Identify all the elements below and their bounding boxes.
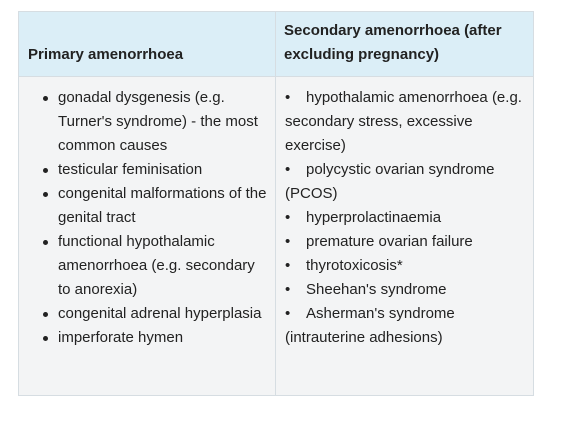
list-item: congenital malformations of the genital tract [58,182,267,230]
list-item [284,206,525,230]
list-item [284,230,525,254]
bullet-glyph: • [285,161,291,178]
list-item-text: polycystic ovarian syndrome (PCOS) [285,161,495,202]
list-item-text: premature ovarian failure [306,233,473,250]
bullet-glyph: • [285,281,291,298]
amenorrhoea-table [18,11,534,396]
header-primary-amenorrhoea: Primary amenorrhoea [19,12,276,77]
primary-causes-list [27,86,267,350]
list-item: functional hypothalamic amenorrhoea (e.g. secondary to anorexia) [58,230,267,302]
list-item [284,302,525,350]
list-item [284,278,525,302]
list-item [284,254,525,278]
list-item [284,86,525,158]
list-item: testicular feminisation [58,158,267,182]
list-item-text: Asherman's syndrome (intrauterine adhesions) [285,305,455,346]
bullet-glyph: • [285,257,291,274]
table-row [19,77,533,396]
list-item-text: thyrotoxicosis* [306,257,403,274]
list-item: imperforate hymen [58,326,267,350]
list-item: gonadal dysgenesis (e.g. Turner's syndrome) - the most common causes [58,86,267,158]
table-header-row [19,12,533,77]
bullet-glyph: • [285,305,291,322]
list-item-text: hyperprolactinaemia [306,209,442,226]
list-item-text: hypothalamic amenorrhoea (e.g. secondary stress, excessive exercise) [285,89,522,154]
causes-table [19,12,533,395]
list-item-text: Sheehan's syndrome [306,281,447,298]
primary-causes-cell [19,77,276,396]
list-item: congenital adrenal hyperplasia [58,302,267,326]
bullet-glyph: • [285,233,291,250]
list-item [284,158,525,206]
secondary-causes-cell [276,77,534,396]
bullet-glyph: • [285,209,291,226]
bullet-glyph: • [285,89,291,106]
header-secondary-amenorrhoea: Secondary amenorrhoea (after excluding pregnancy) [276,12,534,77]
